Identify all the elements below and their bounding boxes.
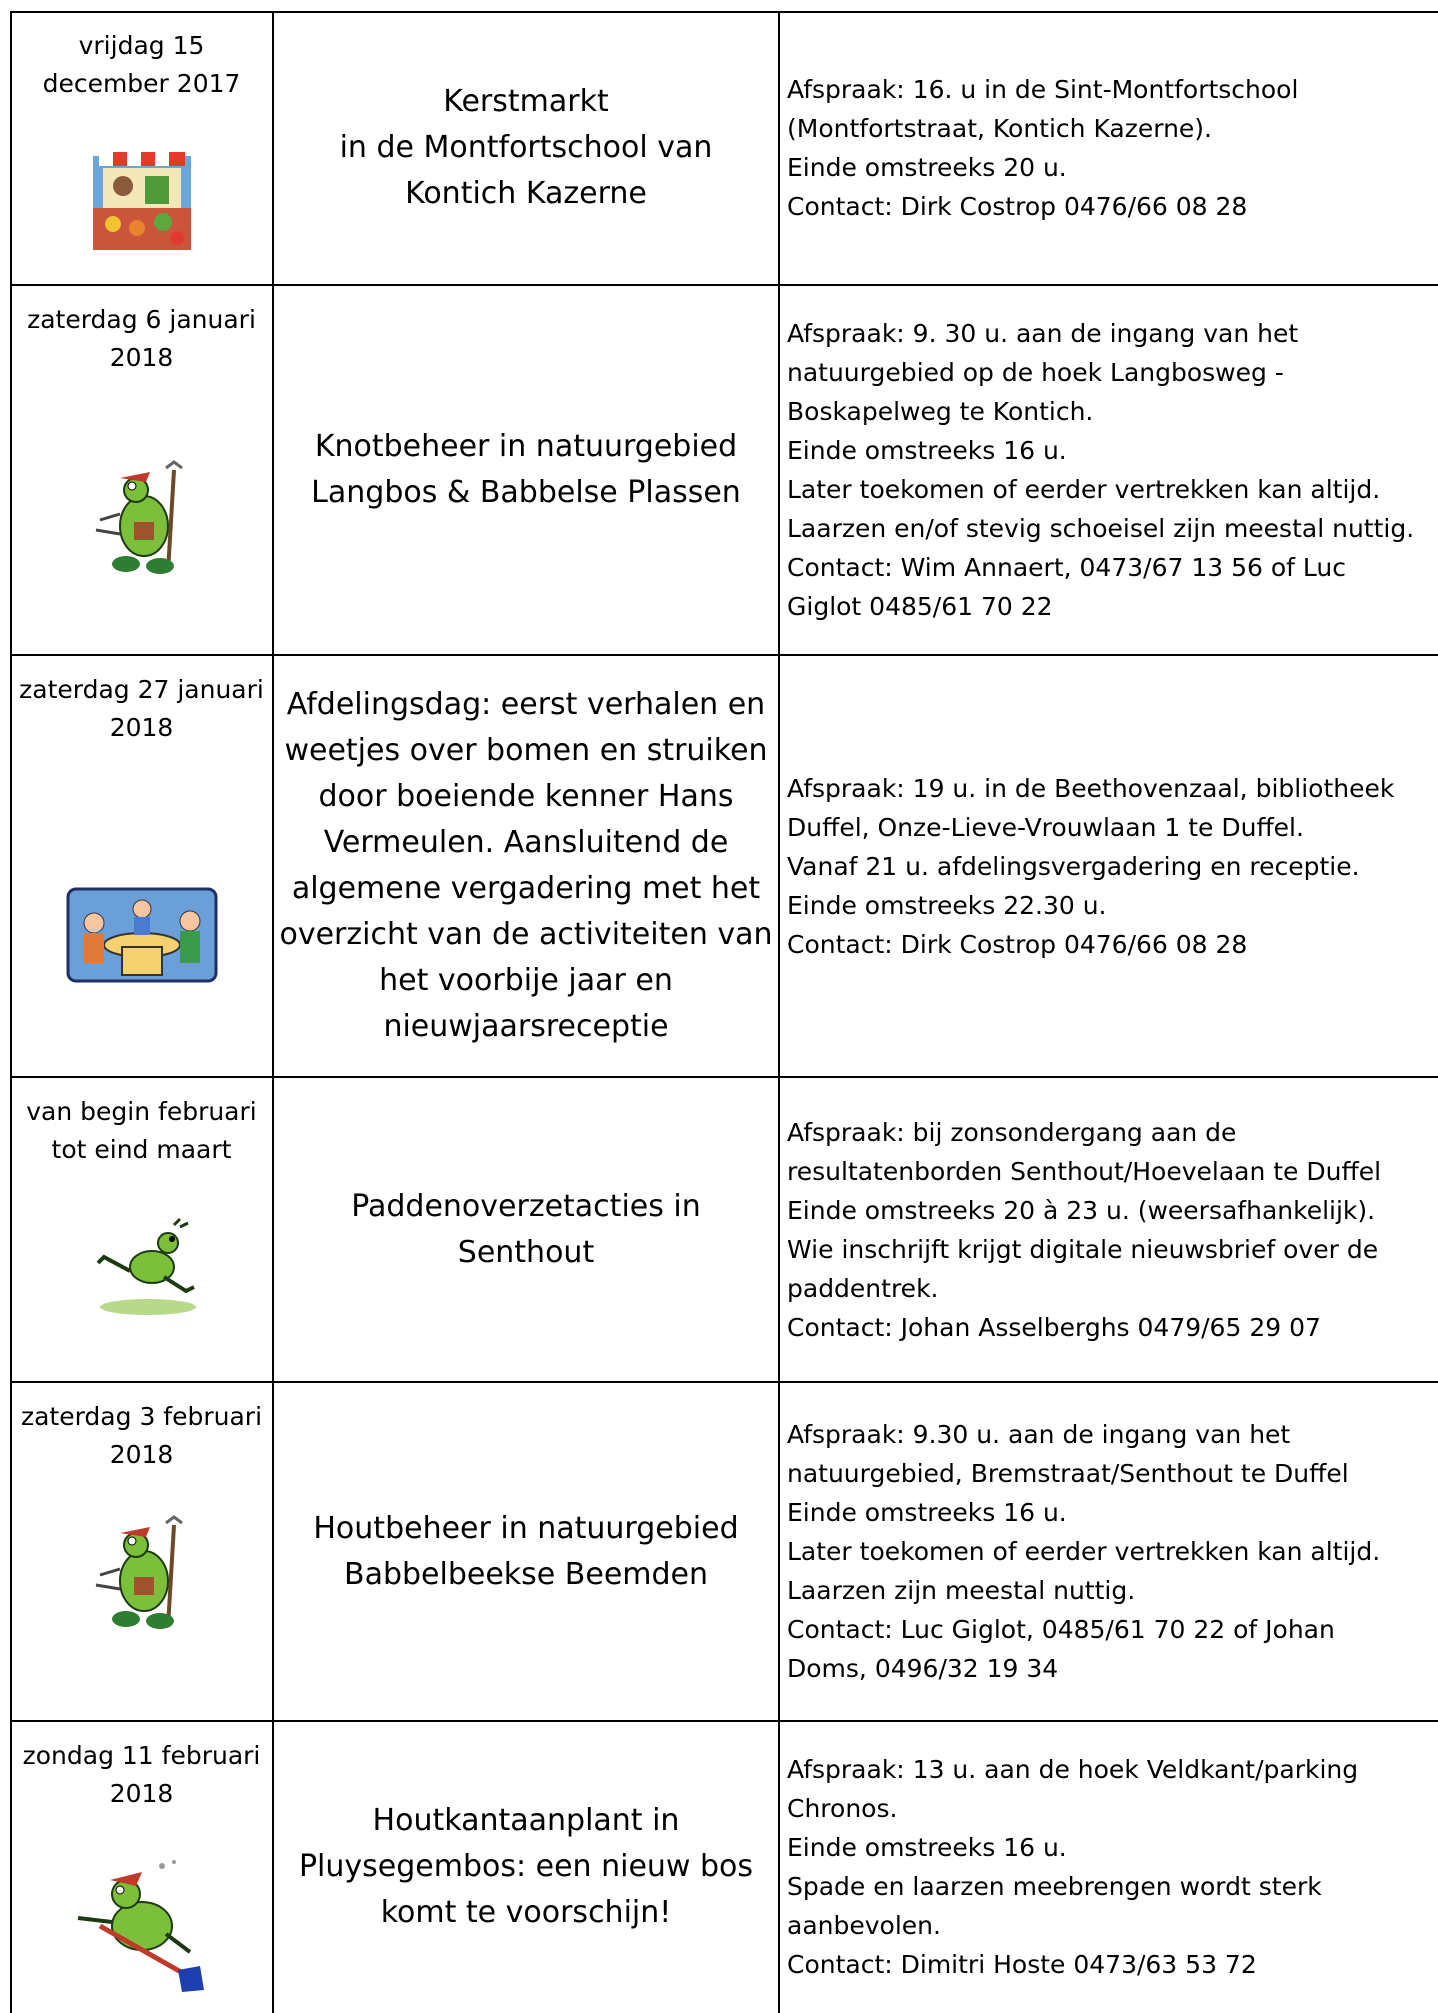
events-table	[10, 11, 1438, 2013]
event-details	[779, 655, 1438, 1077]
event-title-text: Knotbeheer in natuurgebied Langbos & Babbelse Plassen	[311, 429, 741, 510]
event-details-text: Afspraak: 13 u. aan de hoek Veldkant/parking Chronos. Einde omstreeks 16 u. Spade en laarzen meebrengen wordt sterk aanbevolen. Contact: Dimitri Hoste 0473/63 53 72	[787, 1755, 1359, 1979]
row-divider	[10, 284, 1438, 286]
event-title-text: Paddenoverzetacties in Senthout	[351, 1188, 701, 1270]
event-details	[779, 1382, 1438, 1721]
event-date	[10, 1077, 273, 1382]
table-row	[10, 1721, 1438, 2013]
row-divider	[10, 1720, 1438, 1722]
event-title	[273, 1721, 779, 2013]
event-title	[273, 1077, 779, 1382]
event-details	[779, 1077, 1438, 1382]
event-title	[273, 1382, 779, 1721]
event-title	[273, 655, 779, 1077]
event-date-text: zaterdag 6 januari 2018	[27, 305, 256, 372]
event-date	[10, 285, 273, 655]
event-title-text: Houtbeheer in natuurgebied Babbelbeekse Beemden	[313, 1510, 739, 1592]
table-row	[10, 11, 1438, 285]
event-date-text: zondag 11 februari 2018	[22, 1741, 261, 1808]
event-title	[273, 11, 779, 285]
event-title-text: Kerstmarkt in de Montfortschool van Kontich Kazerne	[339, 84, 713, 211]
frog-with-spade-illustration	[70, 1856, 224, 1994]
event-details-text: Afspraak: 19 u. in de Beethovenzaal, bibliotheek Duffel, Onze-Lieve-Vrouwlaan 1 te Duffel. Vanaf 21 u. afdelingsvergadering en receptie. Einde omstreeks 22.30 u. Contact: Dirk Costrop 0476/66 08 28	[787, 773, 1395, 959]
column-divider	[778, 11, 780, 2013]
event-date	[10, 1382, 273, 1721]
event-date	[10, 1721, 273, 2013]
event-details	[779, 1721, 1438, 2013]
event-details-text: Afspraak: 9.30 u. aan de ingang van het natuurgebied, Bremstraat/Senthout te Duffel Einde omstreeks 16 u. Later toekomen of eerder vertrekken kan altijd. Laarzen zijn meestal nuttig. Contact: Luc Giglot, 0485/61 70 22 of Johan Doms, 0496/32 19 34	[787, 1420, 1381, 1683]
table-border-left	[10, 11, 12, 2013]
frog-with-tools-illustration	[90, 460, 198, 580]
frog-with-tools-illustration	[90, 1515, 198, 1635]
table-row	[10, 655, 1438, 1077]
event-date-text: zaterdag 3 februari 2018	[20, 1402, 263, 1469]
event-title	[273, 285, 779, 655]
row-divider	[10, 654, 1438, 656]
event-date	[10, 11, 273, 285]
event-date-text: vrijdag 15 december 2017	[42, 31, 241, 98]
event-details-text: Afspraak: 9. 30 u. aan de ingang van het natuurgebied op de hoek Langbosweg - Boskapelweg te Kontich. Einde omstreeks 16 u. Later toekomen of eerder vertrekken kan altijd. Laarzen en/of stevig schoeisel zijn meestal nuttig. Contact: Wim Annaert, 0473/67 13 56 of Luc Giglot 0485/61 70 22	[787, 319, 1415, 621]
row-divider	[10, 1381, 1438, 1383]
column-divider	[272, 11, 274, 2013]
table-row	[10, 285, 1438, 655]
row-divider	[10, 1076, 1438, 1078]
table-border-top	[10, 11, 1438, 13]
event-title-text: Houtkantaanplant in Pluysegembos: een nieuw bos komt te voorschijn!	[298, 1803, 754, 1930]
market-stall-illustration	[93, 142, 191, 250]
event-date	[10, 655, 273, 1077]
event-date-text: van begin februari tot eind maart	[26, 1097, 257, 1164]
event-details	[779, 285, 1438, 655]
event-date-text: zaterdag 27 januari 2018	[19, 675, 264, 742]
table-row	[10, 1077, 1438, 1382]
event-title-text: Afdelingsdag: eerst verhalen en weetjes over bomen en struiken door boeiende kenner Hans Vermeulen. Aansluitend de algemene vergadering met het overzicht van de activiteiten van het voorbije jaar en nieuwjaarsreceptie	[279, 687, 773, 1044]
event-details	[779, 11, 1438, 285]
table-row	[10, 1382, 1438, 1721]
event-details-text: Afspraak: 16. u in de Sint-Montfortschool (Montfortstraat, Kontich Kazerne). Einde omstreeks 20 u. Contact: Dirk Costrop 0476/66 08 28	[787, 75, 1299, 221]
jumping-frog-illustration	[94, 1217, 202, 1317]
event-details-text: Afspraak: bij zonsondergang aan de resultatenborden Senthout/Hoevelaan te Duffel Einde omstreeks 20 à 23 u. (weersafhankelijk). Wie inschrijft krijgt digitale nieuwsbrief over de paddentrek. Contact: Johan Asselberghs 0479/65 29 07	[787, 1117, 1382, 1342]
meeting-table-illustration	[66, 887, 218, 983]
